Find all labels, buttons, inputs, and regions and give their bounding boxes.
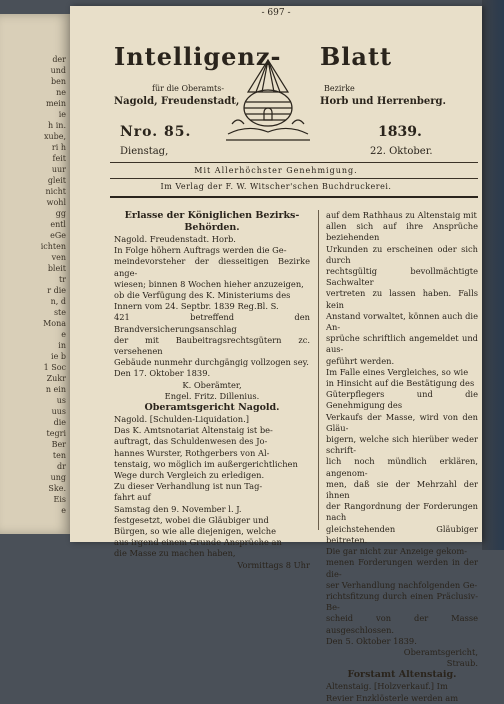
text-line: Vormittags 8 Uhr	[237, 559, 310, 570]
text-line: Straub.	[446, 658, 478, 669]
text-line: Altenstaig. [Holzverkauf.] Im	[326, 681, 448, 692]
left-page-text-fragment: ichten	[40, 242, 66, 251]
text-line: festgesetzt, wobei die Gläubiger und	[114, 514, 269, 525]
left-page-text-fragment: ne	[56, 88, 66, 97]
left-page-text-fragment: gg	[55, 209, 66, 218]
left-page-text-fragment: 1 Soc	[43, 363, 66, 372]
left-column	[114, 210, 310, 571]
text-line: menen Forderungen werden in der die-	[326, 557, 478, 579]
text-line: aus irgend einem Grunde Ansprüche an	[114, 537, 282, 548]
left-page-text-fragment: n, d	[50, 297, 66, 306]
text-line: Oberamtsgericht,	[403, 646, 478, 657]
book-spine	[482, 0, 504, 550]
issue-number: Nro. 85.	[120, 124, 192, 140]
header-rule-top	[110, 162, 478, 163]
towns-right: Horb und Herrenberg.	[320, 96, 446, 107]
left-page-text-fragment: ung	[50, 473, 66, 482]
text-line: Im Falle eines Vergleiches, so wie	[326, 366, 469, 377]
left-page-text-fragment: Eis	[53, 495, 66, 504]
towns-left: Nagold, Freudenstadt,	[114, 96, 240, 107]
left-page-text-fragment: wohl	[46, 198, 66, 207]
text-line: Urkunden zu erscheinen oder sich durch	[326, 243, 478, 265]
issue-year: 1839.	[378, 124, 422, 140]
text-line: die Masse zu machen haben,	[114, 548, 236, 559]
left-page-text-fragment: ri h	[51, 143, 66, 152]
left-page-text-fragment: Ske.	[48, 484, 66, 493]
left-page-text-fragment: ie b	[51, 352, 66, 361]
text-line: Das K. Amtsnotariat Altenstaig ist be-	[114, 425, 273, 436]
text-line: auf dem Rathhaus zu Altenstaig mit	[326, 210, 477, 220]
text-line: lich noch mündlich erklären, angenom-	[326, 456, 478, 478]
text-line: richtsfitzung durch einen Präclusiv-Be-	[326, 590, 478, 613]
left-page-fragment	[0, 14, 70, 534]
column-divider	[318, 210, 319, 530]
text-line: rechtsgültig bevollmächtigte Sachwalter	[326, 266, 478, 288]
left-page-text-fragment: ie	[58, 110, 66, 119]
issue-weekday: Dienstag,	[120, 146, 169, 157]
masthead-left: Intelligenz-	[114, 42, 282, 71]
text-line: Zu dieser Verhandlung ist nun Tag-	[114, 481, 263, 492]
left-page-text-fragment: tegri	[46, 429, 66, 438]
text-line: allen sich auf ihre Ansprüche beziehenden	[326, 221, 478, 243]
text-line: der Rangordnung der Forderungen nach	[326, 501, 478, 523]
text-line: Engel. Fritz. Dillenius.	[164, 390, 260, 401]
publisher-line: Im Verlag der F. W. Witscher'schen Buchdruckerei.	[160, 182, 392, 191]
text-line: in Hinsicht auf die Bestätigung des	[326, 378, 475, 389]
section-heading: Behörden.	[184, 222, 240, 233]
section-heading: Oberamtsgericht Nagold.	[144, 402, 280, 414]
left-page-text-fragment: ten	[52, 451, 66, 460]
left-page-text-fragment: e	[61, 330, 66, 339]
text-line: Den 5. Oktober 1839.	[326, 635, 417, 646]
left-page-text-fragment: gleit	[47, 176, 66, 185]
left-page-text-fragment: eGe	[50, 231, 66, 240]
text-line: Anstand vorwaltet, können auch die An-	[326, 310, 478, 333]
left-page-text-fragment: uus	[51, 407, 66, 416]
text-line: gleichstehenden Gläubiger beitreten.	[326, 523, 478, 545]
text-line: auftragt, das Schuldenwesen des Jo-	[114, 436, 268, 447]
subtitle-left: für die Oberamts-	[152, 84, 225, 93]
text-line: bigern, welche sich hierüber weder schrift-	[326, 434, 478, 456]
privilege-line: Mit Allerhöchster Genehmigung.	[194, 166, 358, 175]
text-line: vertreten zu lassen haben. Falls kein	[326, 288, 478, 310]
text-line: Revier Enzklösterle werden am	[326, 692, 459, 703]
text-line: Die gar nicht zur Anzeige gekom-	[326, 546, 468, 557]
left-page-text-fragment: ven	[51, 253, 66, 262]
left-page-text-fragment: uur	[51, 165, 66, 174]
left-page-text-fragment: us	[56, 396, 66, 405]
text-line: Wege durch Vergleich zu erledigen.	[114, 470, 265, 481]
left-page-text-fragment: h in.	[48, 121, 66, 130]
text-line: Verkaufs der Masse, wird von den Gläu-	[326, 411, 478, 433]
left-page-text-fragment: e	[61, 506, 66, 515]
text-line: ob die Verfügung des K. Ministeriums des	[114, 290, 291, 301]
left-page-text-fragment: und	[50, 66, 66, 75]
text-line: scheid von der Masse ausgeschlossen.	[326, 613, 478, 635]
subtitle-right: Bezirke	[324, 84, 355, 93]
left-page-text-fragment: der	[52, 55, 66, 64]
text-line: hannes Wurster, Rothgerbers von Al-	[114, 447, 270, 458]
text-line: Innern vom 24. Septbr. 1839 Reg.Bl. S.	[114, 301, 279, 312]
text-line: geführt werden.	[326, 355, 395, 366]
text-line: Güterpflegers und die Genehmigung des	[326, 389, 478, 411]
left-page-text-fragment: r die	[47, 286, 66, 295]
left-page-text-fragment: entl	[50, 220, 66, 229]
left-page-text-fragment: bleit	[47, 264, 66, 273]
beehive-emblem-icon	[218, 52, 318, 152]
right-column	[326, 210, 478, 704]
text-line: 421 betreffend den Brandversicherungsanschlag	[114, 312, 310, 334]
text-line: Nagold. Freudenstadt. Horb.	[114, 234, 236, 244]
header-rule-bottom	[110, 196, 478, 198]
left-page-text-fragment: ste	[53, 308, 66, 317]
text-line: Gebäude nunmehr durchgängig vollzogen sey.	[114, 357, 309, 368]
text-line: Bürgen, so wie alle diejenigen, welche	[114, 526, 276, 537]
left-page-text-fragment: n ein	[45, 385, 66, 394]
left-page-text-fragment: xube,	[43, 132, 66, 141]
left-page-text-fragment: Mona	[43, 319, 66, 328]
left-page-text-fragment: dr	[57, 462, 66, 471]
left-page-text-fragment: tr	[58, 275, 66, 284]
left-page-text-fragment: ben	[50, 77, 66, 86]
text-line: Samstag den 9. November l. J.	[114, 503, 242, 514]
left-page-text-fragment: in	[58, 341, 66, 350]
text-line: fahrt auf	[114, 492, 151, 503]
page-number: - 697 -	[261, 8, 291, 18]
left-page-text-fragment: Ber	[51, 440, 66, 449]
section-heading: Erlasse der Königlichen Bezirks-	[124, 210, 300, 221]
left-page-text-fragment: feit	[52, 154, 66, 163]
text-line: meindevorsteher der diesseitigen Bezirke ange-	[114, 256, 310, 278]
text-line: K. Oberämter,	[182, 379, 242, 390]
section-heading: Forstamt Altenstaig.	[347, 669, 457, 681]
text-line: wiesen; binnen 8 Wochen hieher anzuzeigen,	[114, 278, 304, 289]
left-page-text-fragment: nicht	[45, 187, 66, 196]
text-line: men, daß sie der Mehrzahl der ihnen	[326, 478, 478, 501]
left-page-text-fragment: Zukr	[46, 374, 66, 383]
text-line: ser Verhandlung nachfolgenden Ge-	[326, 579, 478, 590]
text-line: Den 17. Oktober 1839.	[114, 368, 211, 379]
header-rule-mid	[110, 178, 478, 179]
newspaper-page	[70, 6, 482, 703]
text-line: tenstaig, wo möglich im außergerichtlichen	[114, 458, 298, 469]
masthead-right: Blatt	[320, 42, 393, 71]
text-line: sprüche schriftlich angemeldet und aus-	[326, 333, 478, 355]
issue-date: 22. Oktober.	[370, 146, 433, 157]
left-page-text-fragment: die	[53, 418, 66, 427]
left-page-text-fragment: mein	[45, 99, 66, 108]
text-line: Nagold. [Schulden-Liquidation.]	[114, 414, 249, 425]
text-line: In Folge höhern Auftrags werden die Ge-	[114, 245, 287, 256]
text-line: der mit Baubeitragsrechtsgütern zc. versehenen	[114, 334, 310, 357]
